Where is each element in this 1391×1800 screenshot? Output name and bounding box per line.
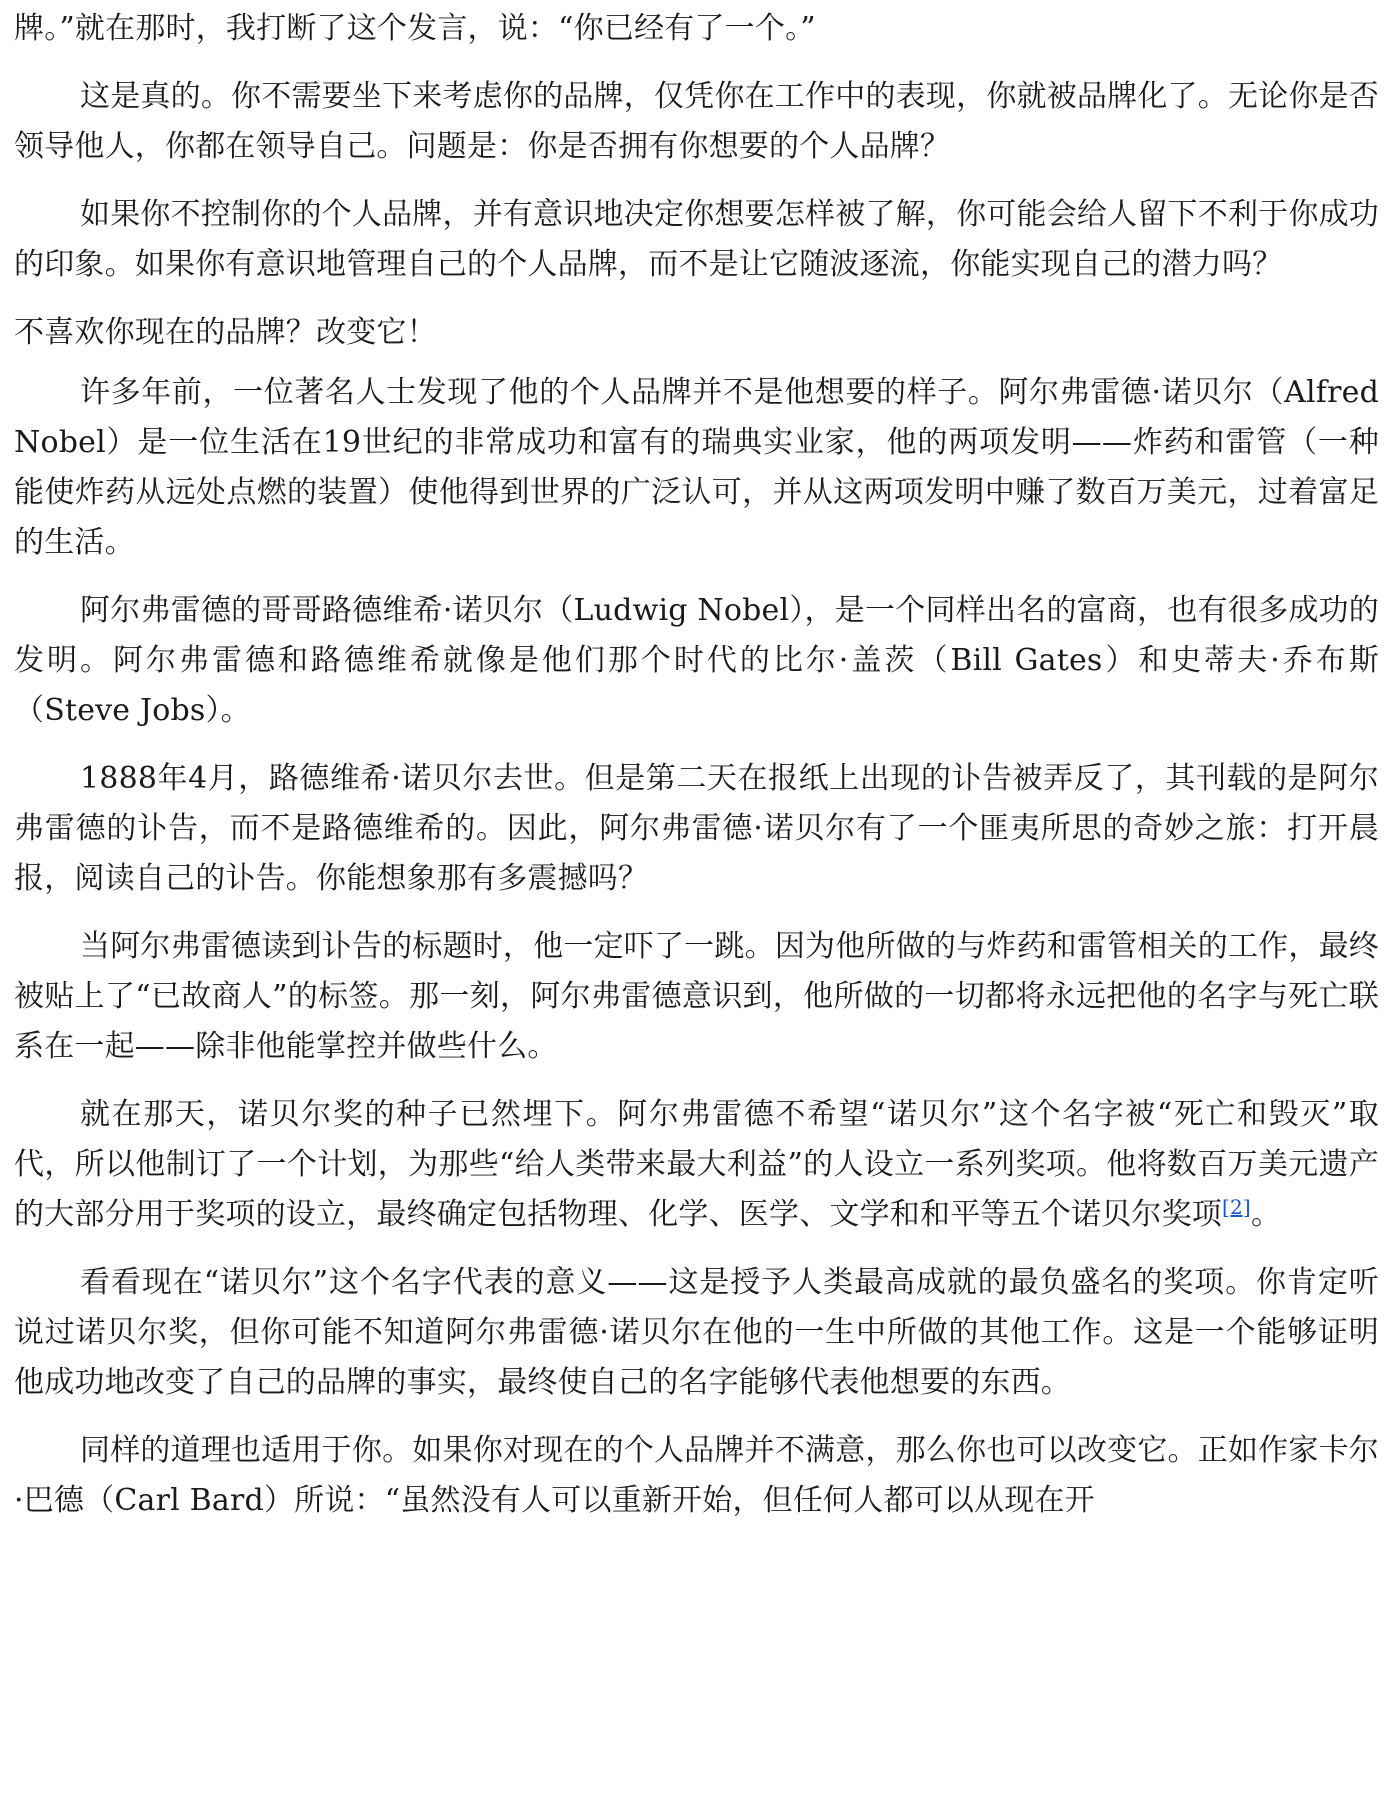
paragraph-tail: 。: [1250, 1197, 1282, 1232]
paragraph: 阿尔弗雷德的哥哥路德维希·诺贝尔（Ludwig Nobel），是一个同样出名的富商，也有很多成功的发明。阿尔弗雷德和路德维希就像是他们那个时代的比尔·盖茨（Bill Gates）和史蒂夫·乔布斯（Steve Jobs）。: [14, 593, 1379, 728]
paragraph: 同样的道理也适用于你。如果你对现在的个人品牌并不满意，那么你也可以改变它。正如作家卡尔·巴德（Carl Bard）所说：“虽然没有人可以重新开始，但任何人都可以从现在开: [14, 1433, 1379, 1518]
paragraph-text: 就在那天，诺贝尔奖的种子已然埋下。阿尔弗雷德不希望“诺贝尔”这个名字被“死亡和毁灭”取代，所以他制订了一个计划，为那些“给人类带来最大利益”的人设立一系列奖项。他将数百万美元遗产的大部分用于奖项的设立，最终确定包括物理、化学、医学、文学和和平等五个诺贝尔奖项: [14, 1097, 1379, 1232]
section-heading: 不喜欢你现在的品牌？改变它！: [14, 315, 437, 350]
paragraph: 这是真的。你不需要坐下来考虑你的品牌，仅凭你在工作中的表现，你就被品牌化了。无论你是否领导他人，你都在领导自己。问题是：你是否拥有你想要的个人品牌？: [14, 79, 1379, 164]
document-page: [14, 4, 1379, 1544]
paragraph: 1888年4月，路德维希·诺贝尔去世。但是第二天在报纸上出现的讣告被弄反了，其刊载的是阿尔弗雷德的讣告，而不是路德维希的。因此，阿尔弗雷德·诺贝尔有了一个匪夷所思的奇妙之旅：打开晨报，阅读自己的讣告。你能想象那有多震撼吗？: [14, 761, 1379, 896]
paragraph: 如果你不控制你的个人品牌，并有意识地决定你想要怎样被了解，你可能会给人留下不利于你成功的印象。如果你有意识地管理自己的个人品牌，而不是让它随波逐流，你能实现自己的潜力吗？: [14, 197, 1379, 282]
paragraph-with-footnote: [14, 1090, 1379, 1240]
paragraph: 看看现在“诺贝尔”这个名字代表的意义——这是授予人类最高成就的最负盛名的奖项。你肯定听说过诺贝尔奖，但你可能不知道阿尔弗雷德·诺贝尔在他的一生中所做的其他工作。这是一个能够证明他成功地改变了自己的品牌的事实，最终使自己的名字能够代表他想要的东西。: [14, 1265, 1379, 1400]
footnote-link[interactable]: [2]: [1222, 1195, 1251, 1219]
paragraph: 当阿尔弗雷德读到讣告的标题时，他一定吓了一跳。因为他所做的与炸药和雷管相关的工作，最终被贴上了“已故商人”的标签。那一刻，阿尔弗雷德意识到，他所做的一切都将永远把他的名字与死亡联系在一起——除非他能掌控并做些什么。: [14, 929, 1379, 1064]
paragraph-continued: 牌。”就在那时，我打断了这个发言，说：“你已经有了一个。”: [14, 11, 816, 46]
paragraph: 许多年前，一位著名人士发现了他的个人品牌并不是他想要的样子。阿尔弗雷德·诺贝尔（Alfred Nobel）是一位生活在19世纪的非常成功和富有的瑞典实业家，他的两项发明——炸药和雷管（一种能使炸药从远处点燃的装置）使他得到世界的广泛认可，并从这两项发明中赚了数百万美元，过着富足的生活。: [14, 375, 1379, 560]
